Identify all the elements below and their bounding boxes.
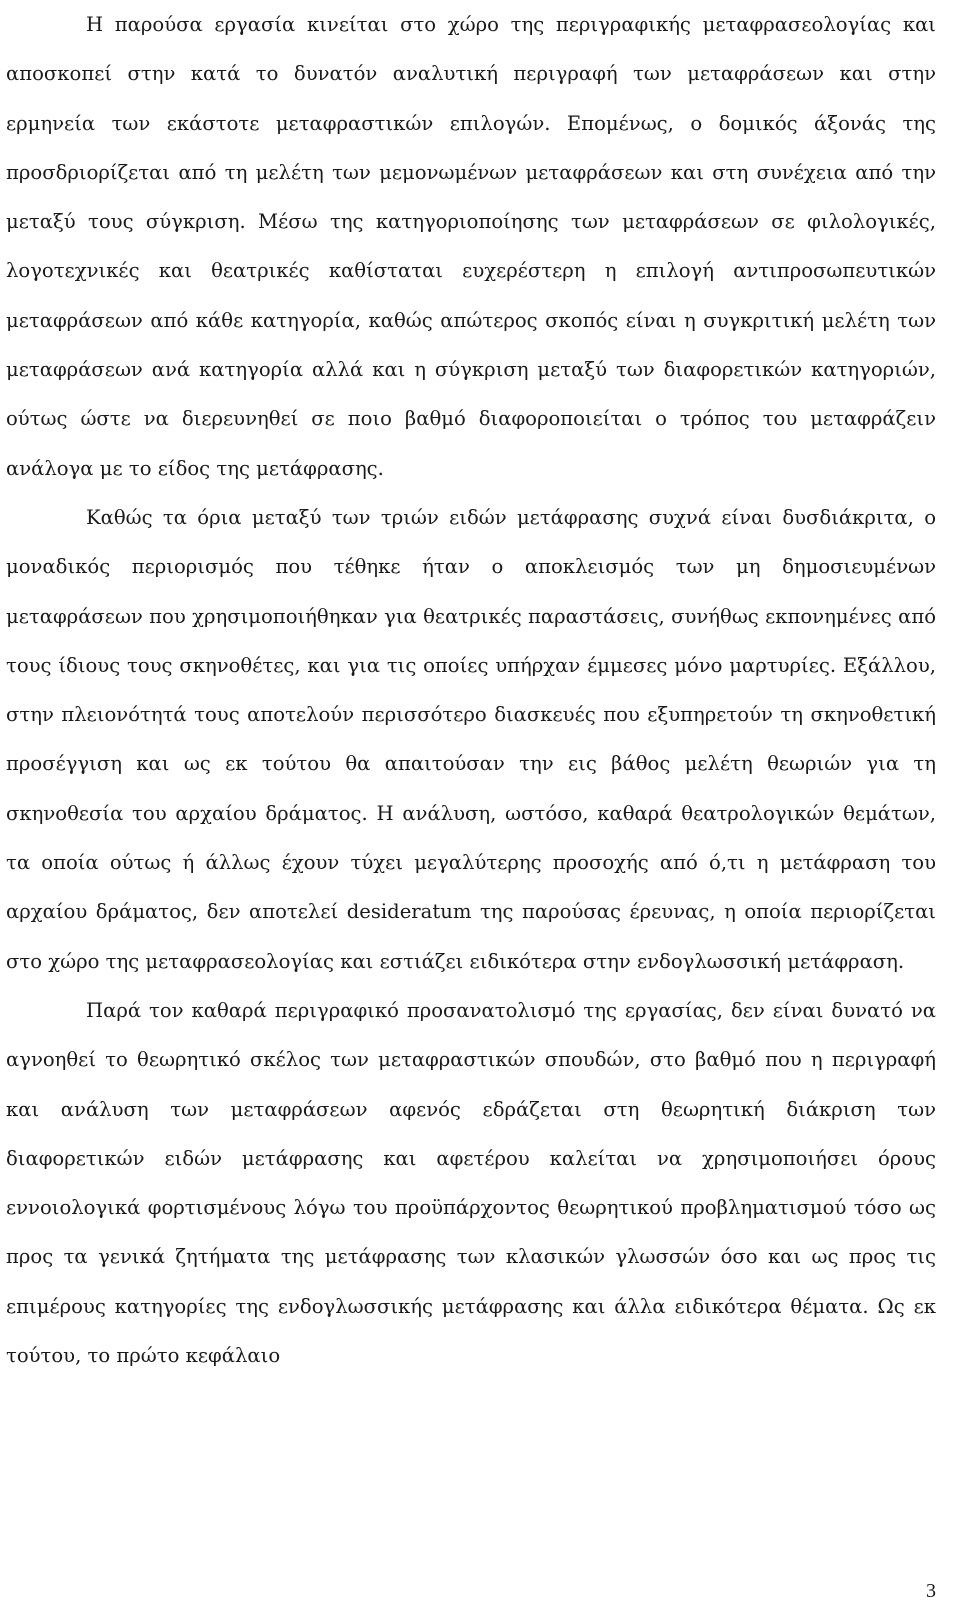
page-number: 3: [926, 1580, 936, 1602]
paragraph-1: Η παρούσα εργασία κινείται στο χώρο της περιγραφικής μεταφρασεολογίας και αποσκοπεί στην κατά το δυνατόν αναλυτική περιγραφή των μεταφράσεων και στην ερμηνεία των εκάστοτε μεταφραστικών επιλογών. Επομένως, ο δομικός άξονάς της προσδριορίζεται από τη μελέτη των μεμονωμένων μεταφράσεων και στη συνέχεια από την μεταξύ τους σύγκριση. Μέσω της κατηγοριοποίησης των μεταφράσεων σε φιλολογικές, λογοτεχνικές και θεατρικές καθίσταται ευχερέστερη η επιλογή αντιπροσωπευτικών μεταφράσεων από κάθε κατηγορία, καθώς απώτερος σκοπός είναι η συγκριτική μελέτη των μεταφράσεων ανά κατηγορία αλλά και η σύγκριση μεταξύ των διαφορετικών κατηγοριών, ούτως ώστε να διερευνηθεί σε ποιο βαθμό διαφοροποιείται ο τρόπος του μεταφράζειν ανάλογα με το είδος της μετάφρασης.: [6, 13, 936, 480]
paragraph-2: Καθώς τα όρια μεταξύ των τριών ειδών μετάφρασης συχνά είναι δυσδιάκριτα, ο μοναδικός περιορισμός που τέθηκε ήταν ο αποκλεισμός των μη δημοσιευμένων μεταφράσεων που χρησιμοποιήθηκαν για θεατρικές παραστάσεις, συνήθως εκπονημένες από τους ίδιους τους σκηνοθέτες, και για τις οποίες υπήρχαν έμμεσες μόνο μαρτυρίες. Εξάλλου, στην πλειονότητά τους αποτελούν περισσότερο διασκευές που εξυπηρετούν τη σκηνοθετική προσέγγιση και ως εκ τούτου θα απαιτούσαν την εις βάθος μελέτη θεωριών για τη σκηνοθεσία του αρχαίου δράματος. Η ανάλυση, ωστόσο, καθαρά θεατρολογικών θεμάτων, τα οποία ούτως ή άλλως έχουν τύχει μεγαλύτερης προσοχής από ό,τι η μετάφραση του αρχαίου δράματος, δεν αποτελεί desideratum της παρούσας έρευνας, η οποία περιορίζεται στο χώρο της μεταφρασεολογίας και εστιάζει ειδικότερα στην ενδογλωσσική μετάφραση.: [6, 505, 936, 973]
paragraph-3: Παρά τον καθαρά περιγραφικό προσανατολισμό της εργασίας, δεν είναι δυνατό να αγνοηθεί το θεωρητικό σκέλος των μεταφραστικών σπουδών, στο βαθμό που η περιγραφή και ανάλυση των μεταφράσεων αφενός εδράζεται στη θεωρητική διάκριση των διαφορετικών ειδών μετάφρασης και αφετέρου καλείται να χρησιμοποιήσει όρους εννοιολογικά φορτισμένους λόγω του προϋπάρχοντος θεωρητικού προβληματισμού τόσο ως προς τα γενικά ζητήματα της μετάφρασης των κλασικών γλωσσών όσο και ως προς τις επιμέρους κατηγορίες της ενδογλωσσικής μετάφρασης και άλλα ειδικότερα θέματα. Ως εκ τούτου, το πρώτο κεφάλαιο: [6, 998, 936, 1368]
document-page: [6, 0, 936, 1380]
